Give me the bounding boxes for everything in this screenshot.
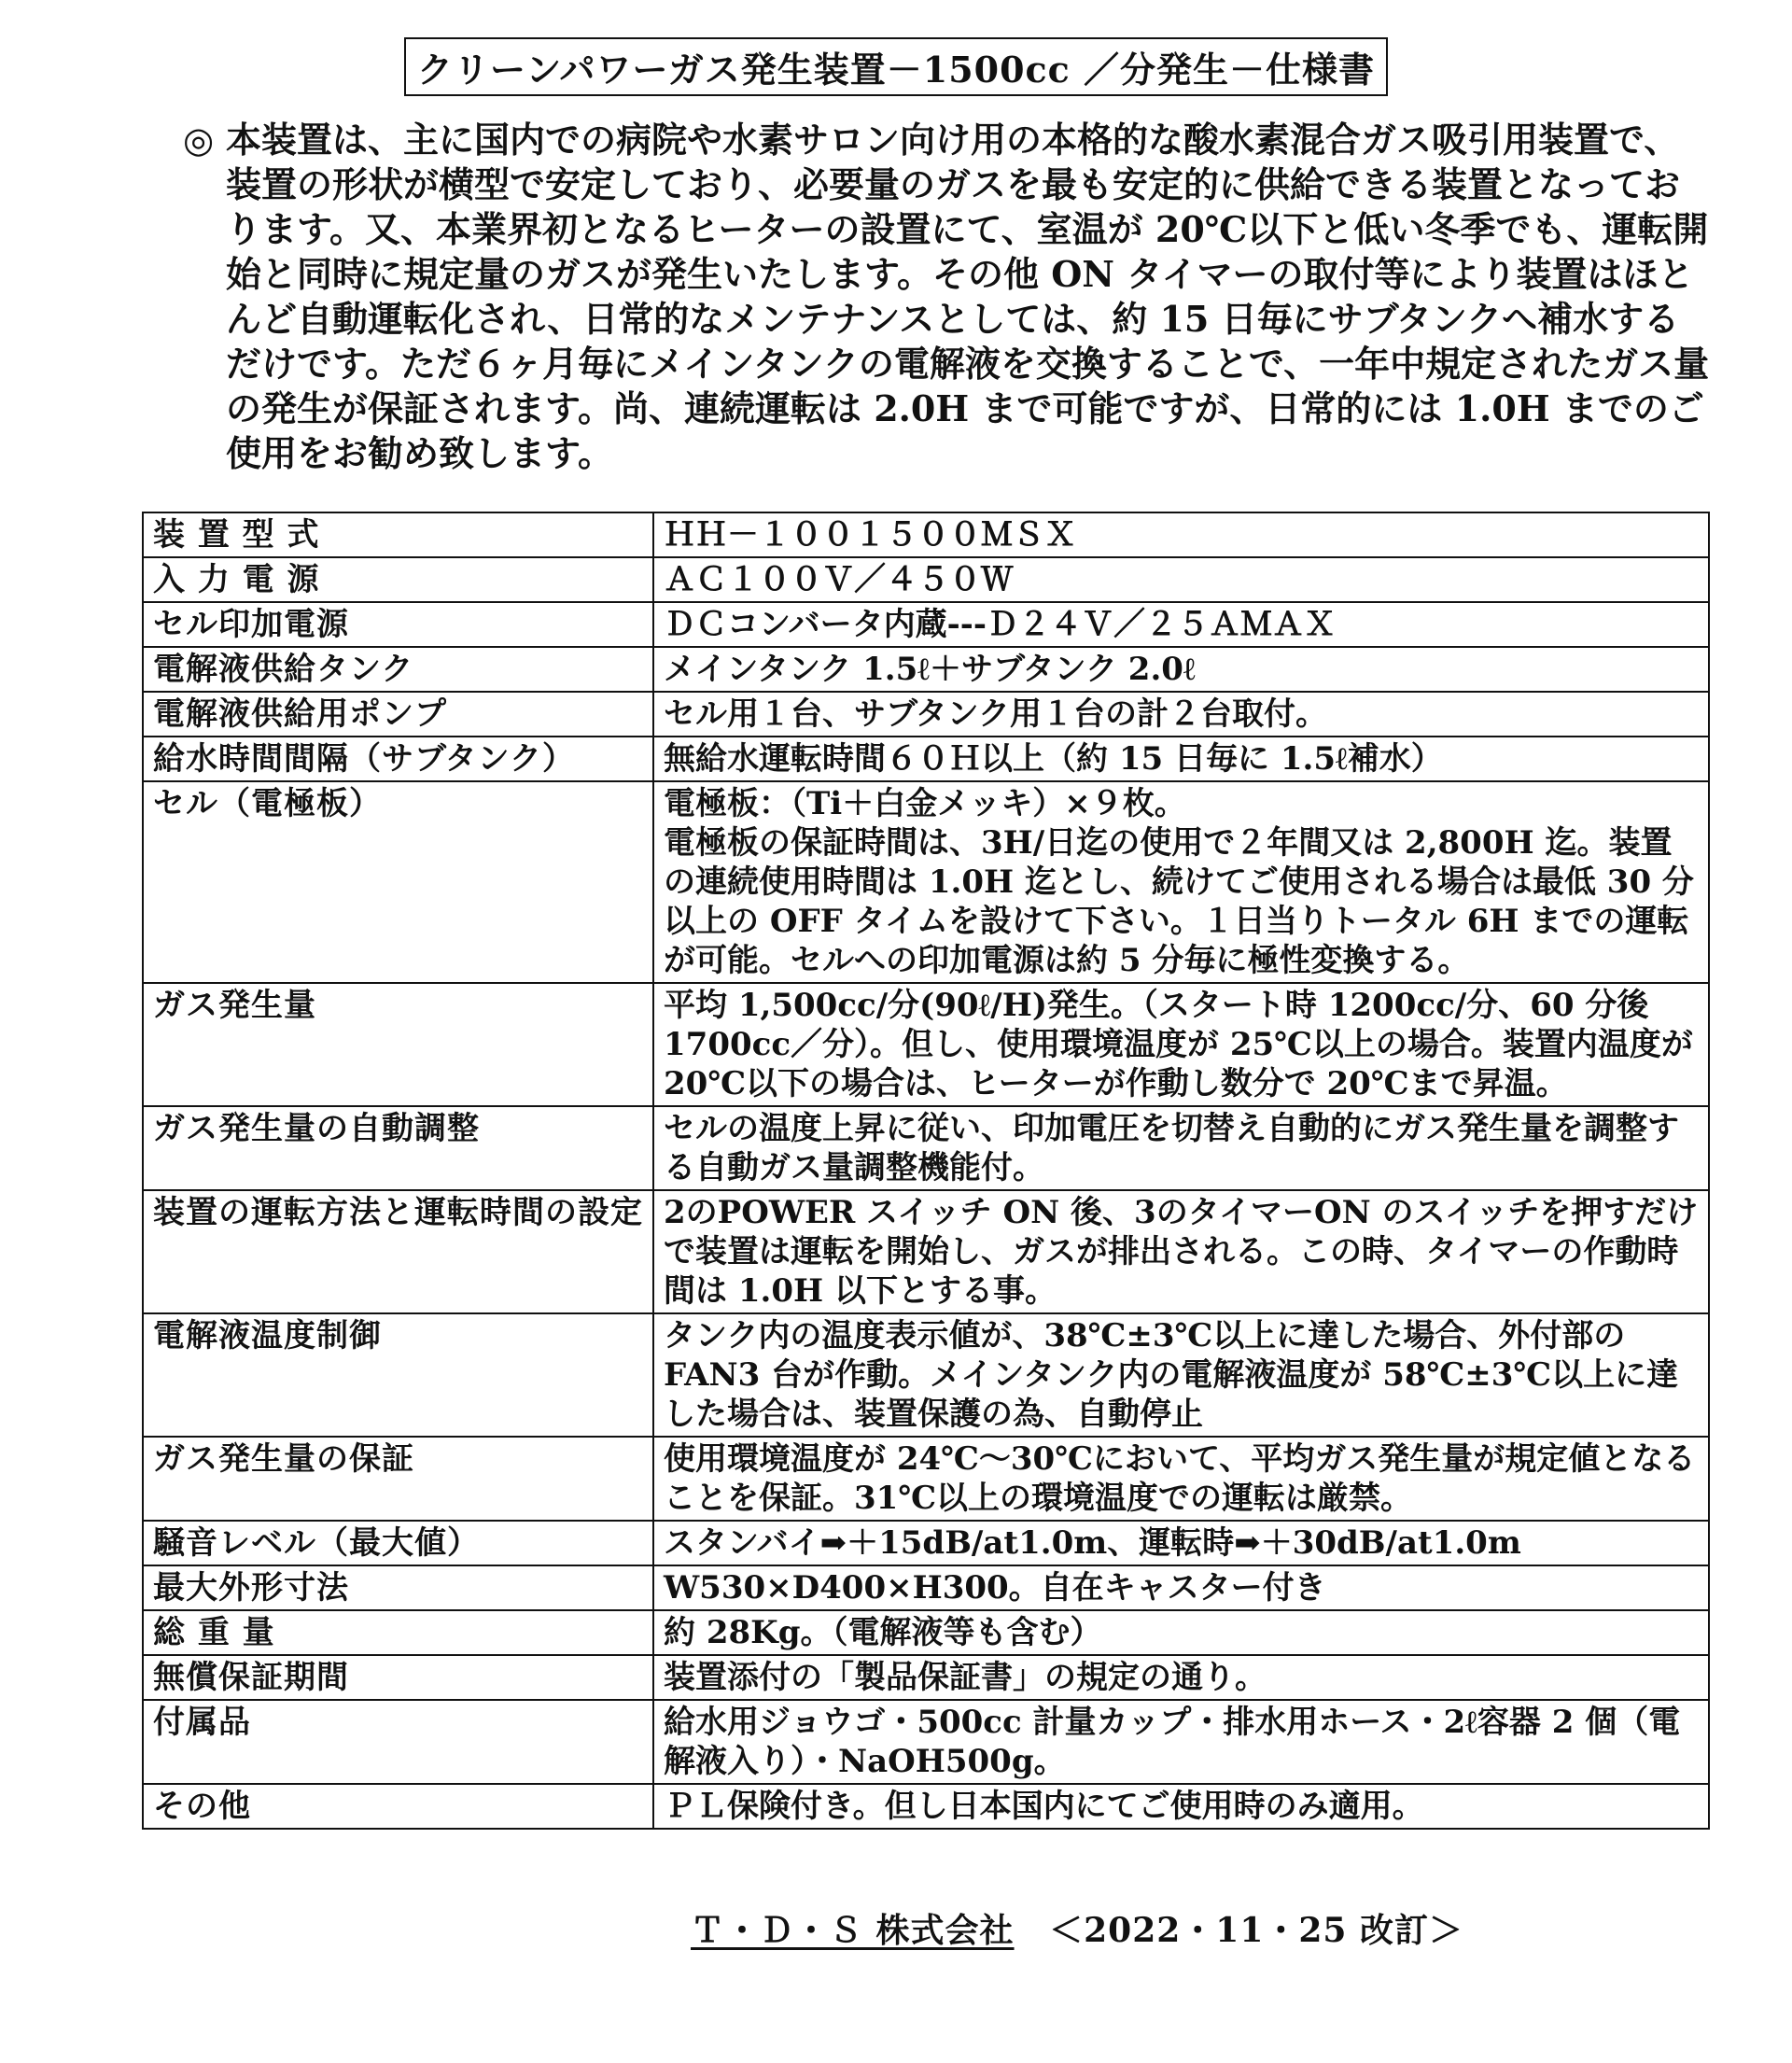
spec-label: 給水時間間隔（サブタンク）	[143, 737, 653, 781]
spec-value: 無給水運転時間６０Ｈ以上（約 15 日毎に 1.5ℓ補水）	[653, 737, 1709, 781]
spec-value: W530×D400×H300。自在キャスター付き	[653, 1565, 1709, 1610]
spec-label: 無償保証期間	[143, 1655, 653, 1700]
spec-label: 騒音レベル（最大値）	[143, 1521, 653, 1565]
spec-value: セルの温度上昇に従い、印加電圧を切替え自動的にガス発生量を調整する自動ガス量調整機能付。	[653, 1106, 1709, 1190]
spec-label: その他	[143, 1784, 653, 1829]
spec-row	[143, 647, 1709, 692]
spec-label: 装 置 型 式	[143, 512, 653, 557]
spec-value: ＤＣコンバータ内蔵---Ｄ２４Ｖ／２５ＡＭＡＸ	[653, 602, 1709, 647]
title-container	[0, 37, 1792, 96]
spec-row	[143, 1313, 1709, 1437]
intro-text: 本装置は、主に国内での病院や水素サロン向け用の本格的な酸水素混合ガス吸引用装置で、装置の形状が横型で安定しており、必要量のガスを最も安定的に供給できる装置となっております。又、本業界初となるヒーターの設置にて、室温が 20℃以下と低い冬季でも、運転開始と同時に規定量のガスが発生いたします。その他 ON タイマーの取付等により装置はほとんど自動運転化され、日常的なメンテナンスとしては、約 15 日毎にサブタンクへ補水するだけです。ただ６ヶ月毎にメインタンクの電解液を交換することで、一年中規定されたガス量の発生が保証されます。尚、連続運転は 2.0H まで可能ですが、日常的には 1.0H までのご使用をお勧め致します。	[226, 119, 1710, 474]
spec-label: 入 力 電 源	[143, 557, 653, 602]
spec-row	[143, 557, 1709, 602]
spec-row	[143, 1437, 1709, 1521]
bullet-mark: ◎	[183, 119, 215, 161]
spec-value: 給水用ジョウゴ・500cc 計量カップ・排水用ホース・2ℓ容器 2 個（電解液入り）・NaOH500g。	[653, 1700, 1709, 1784]
spec-label: 電解液温度制御	[143, 1313, 653, 1437]
spec-value: 約 28Kg。（電解液等も含む）	[653, 1610, 1709, 1655]
spec-row	[143, 692, 1709, 737]
spec-value: メインタンク 1.5ℓ＋サブタンク 2.0ℓ	[653, 647, 1709, 692]
spec-row	[143, 983, 1709, 1106]
spec-row	[143, 1700, 1709, 1784]
spec-label: 最大外形寸法	[143, 1565, 653, 1610]
spec-table	[142, 512, 1710, 1830]
document-title: クリーンパワーガス発生装置－1500cc ／分発生－仕様書	[404, 37, 1388, 96]
spec-value: 使用環境温度が 24℃～30℃において、平均ガス発生量が規定値となることを保証。31℃以上の環境温度での運転は厳禁。	[653, 1437, 1709, 1521]
spec-table-body	[143, 512, 1709, 1829]
spec-value: スタンバイ➡＋15dB/at1.0m、運転時➡＋30dB/at1.0m	[653, 1521, 1709, 1565]
spec-label: セル（電極板）	[143, 781, 653, 983]
spec-value: タンク内の温度表示値が、38℃±3℃以上に達した場合、外付部の FAN3 台が作動。メインタンク内の電解液温度が 58℃±3℃以上に達した場合は、装置保護の為、自動停止	[653, 1313, 1709, 1437]
spec-label: 電解液供給タンク	[143, 647, 653, 692]
revision-date: ＜2022・11・25 改訂＞	[1049, 1911, 1464, 1950]
spec-label: 付属品	[143, 1700, 653, 1784]
spec-row	[143, 512, 1709, 557]
spec-label: ガス発生量の自動調整	[143, 1106, 653, 1190]
spec-row	[143, 1521, 1709, 1565]
spec-row	[143, 1655, 1709, 1700]
spec-label: ガス発生量	[143, 983, 653, 1106]
spec-label: 総 重 量	[143, 1610, 653, 1655]
spec-row	[143, 1565, 1709, 1610]
intro-paragraph	[183, 118, 1714, 476]
spec-row	[143, 1610, 1709, 1655]
footer	[691, 1904, 1463, 1952]
spec-value: 平均 1,500cc/分(90ℓ/H)発生。（スタート時 1200cc/分、60 分後 1700cc／分）。但し、使用環境温度が 25℃以上の場合。装置内温度が 20℃以下の場合は、ヒーターが作動し数分で 20℃まで昇温。	[653, 983, 1709, 1106]
spec-row	[143, 781, 1709, 983]
spec-value: ＰＬ保険付き。但し日本国内にてご使用時のみ適用。	[653, 1784, 1709, 1829]
spec-value: 2のPOWER スイッチ ON 後、3のタイマーON のスイッチを押すだけで装置は運転を開始し、ガスが排出される。この時、タイマーの作動時間は 1.0H 以下とする事。	[653, 1190, 1709, 1313]
spec-row	[143, 1784, 1709, 1829]
spec-value: セル用１台、サブタンク用１台の計２台取付。	[653, 692, 1709, 737]
spec-row	[143, 737, 1709, 781]
spec-row	[143, 602, 1709, 647]
spec-row	[143, 1106, 1709, 1190]
spec-value: ＨＨ－１００１５００ＭＳＸ	[653, 512, 1709, 557]
company-name: Ｔ・Ｄ・Ｓ 株式会社	[691, 1911, 1015, 1950]
spec-value: ＡＣ１００Ｖ／４５０Ｗ	[653, 557, 1709, 602]
spec-row	[143, 1190, 1709, 1313]
spec-value: 装置添付の「製品保証書」の規定の通り。	[653, 1655, 1709, 1700]
spec-label: 装置の運転方法と運転時間の設定	[143, 1190, 653, 1313]
spec-value: 電極板：（Ti＋白金メッキ）×９枚。 電極板の保証時間は、3H/日迄の使用で２年間又は 2,800H 迄。装置の連続使用時間は 1.0H 迄とし、続けてご使用される場合は最低 30 分以上の OFF タイムを設けて下さい。１日当りトータル 6H までの運転が可能。セルへの印加電源は約 5 分毎に極性変換する。	[653, 781, 1709, 983]
spec-label: セル印加電源	[143, 602, 653, 647]
spec-label: 電解液供給用ポンプ	[143, 692, 653, 737]
spec-label: ガス発生量の保証	[143, 1437, 653, 1521]
